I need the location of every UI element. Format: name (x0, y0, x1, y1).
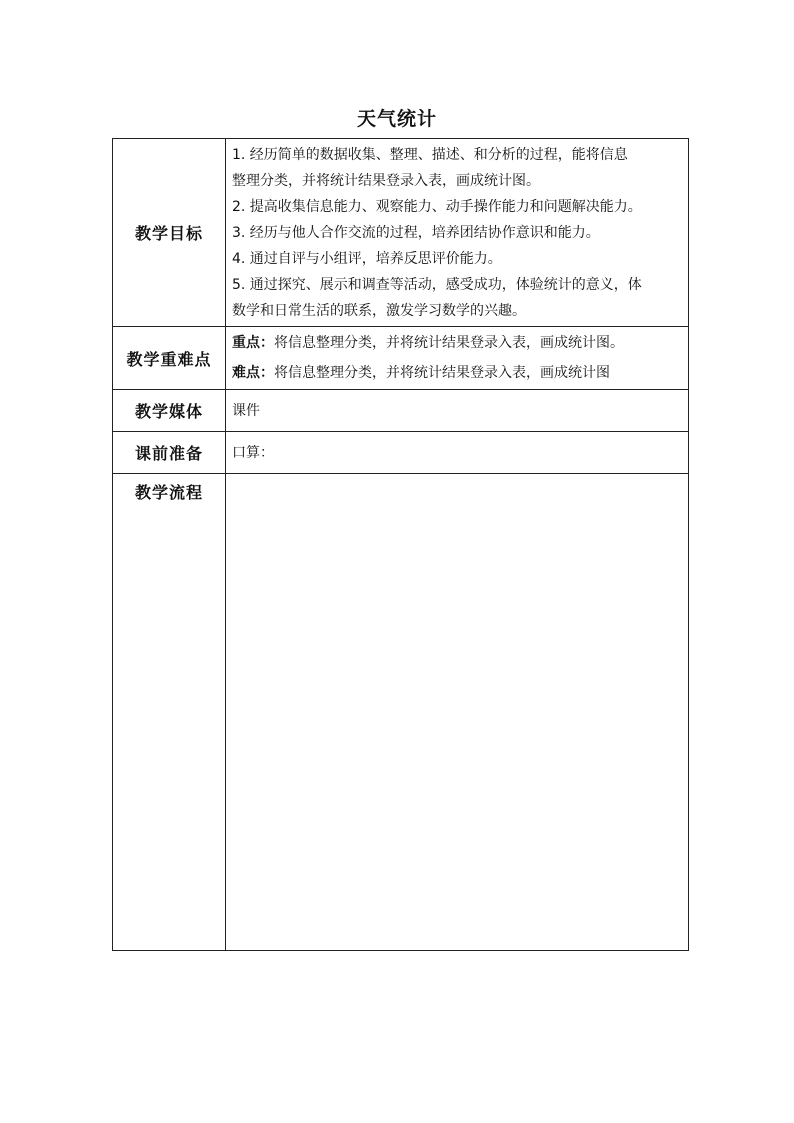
important-point-label: 重点： (232, 335, 274, 351)
preparation-label: 课前准备 (113, 432, 226, 474)
difficult-point-label: 难点： (232, 365, 274, 381)
media-label: 教学媒体 (113, 390, 226, 432)
important-point-text: 将信息整理分类，并将统计结果登录入表，画成统计图。 (274, 335, 624, 351)
media-value: 课件 (226, 390, 689, 432)
difficult-point (232, 358, 688, 388)
goal-line: 4. 通过自评与小组评，培养反思评价能力。 (232, 250, 502, 267)
goal-line: 3. 经历与他人合作交流的过程，培养团结协作意识和能力。 (232, 224, 600, 241)
goal-line: 整理分类，并将统计结果登录入表，画成统计图。 (232, 172, 540, 189)
goal-line: 2. 提高收集信息能力、观察能力、动手操作能力和问题解决能力。 (232, 198, 642, 215)
table-row-key-points (113, 327, 689, 390)
goal-line: 1. 经历简单的数据收集、整理、描述、和分析的过程，能将信息 (232, 146, 628, 163)
page-title: 天气统计 (356, 108, 437, 130)
goals-content (226, 139, 689, 327)
flow-content (226, 474, 689, 951)
goals-label: 教学目标 (113, 139, 226, 327)
lesson-plan-table (112, 138, 689, 951)
preparation-value: 口算： (226, 432, 689, 474)
table-row-goals (113, 139, 689, 327)
flow-label: 教学流程 (113, 474, 226, 951)
goal-line: 数学和日常生活的联系，激发学习数学的兴趣。 (232, 302, 526, 319)
difficult-point-text: 将信息整理分类，并将统计结果登录入表，画成统计图 (274, 365, 610, 381)
table-row-preparation (113, 432, 689, 474)
key-points-label: 教学重难点 (113, 327, 226, 390)
table-row-flow (113, 474, 689, 951)
key-points-content (226, 327, 689, 390)
goal-line: 5. 通过探究、展示和调查等活动，感受成功，体验统计的意义，体 (232, 276, 642, 293)
important-point (232, 328, 688, 358)
table-row-media (113, 390, 689, 432)
